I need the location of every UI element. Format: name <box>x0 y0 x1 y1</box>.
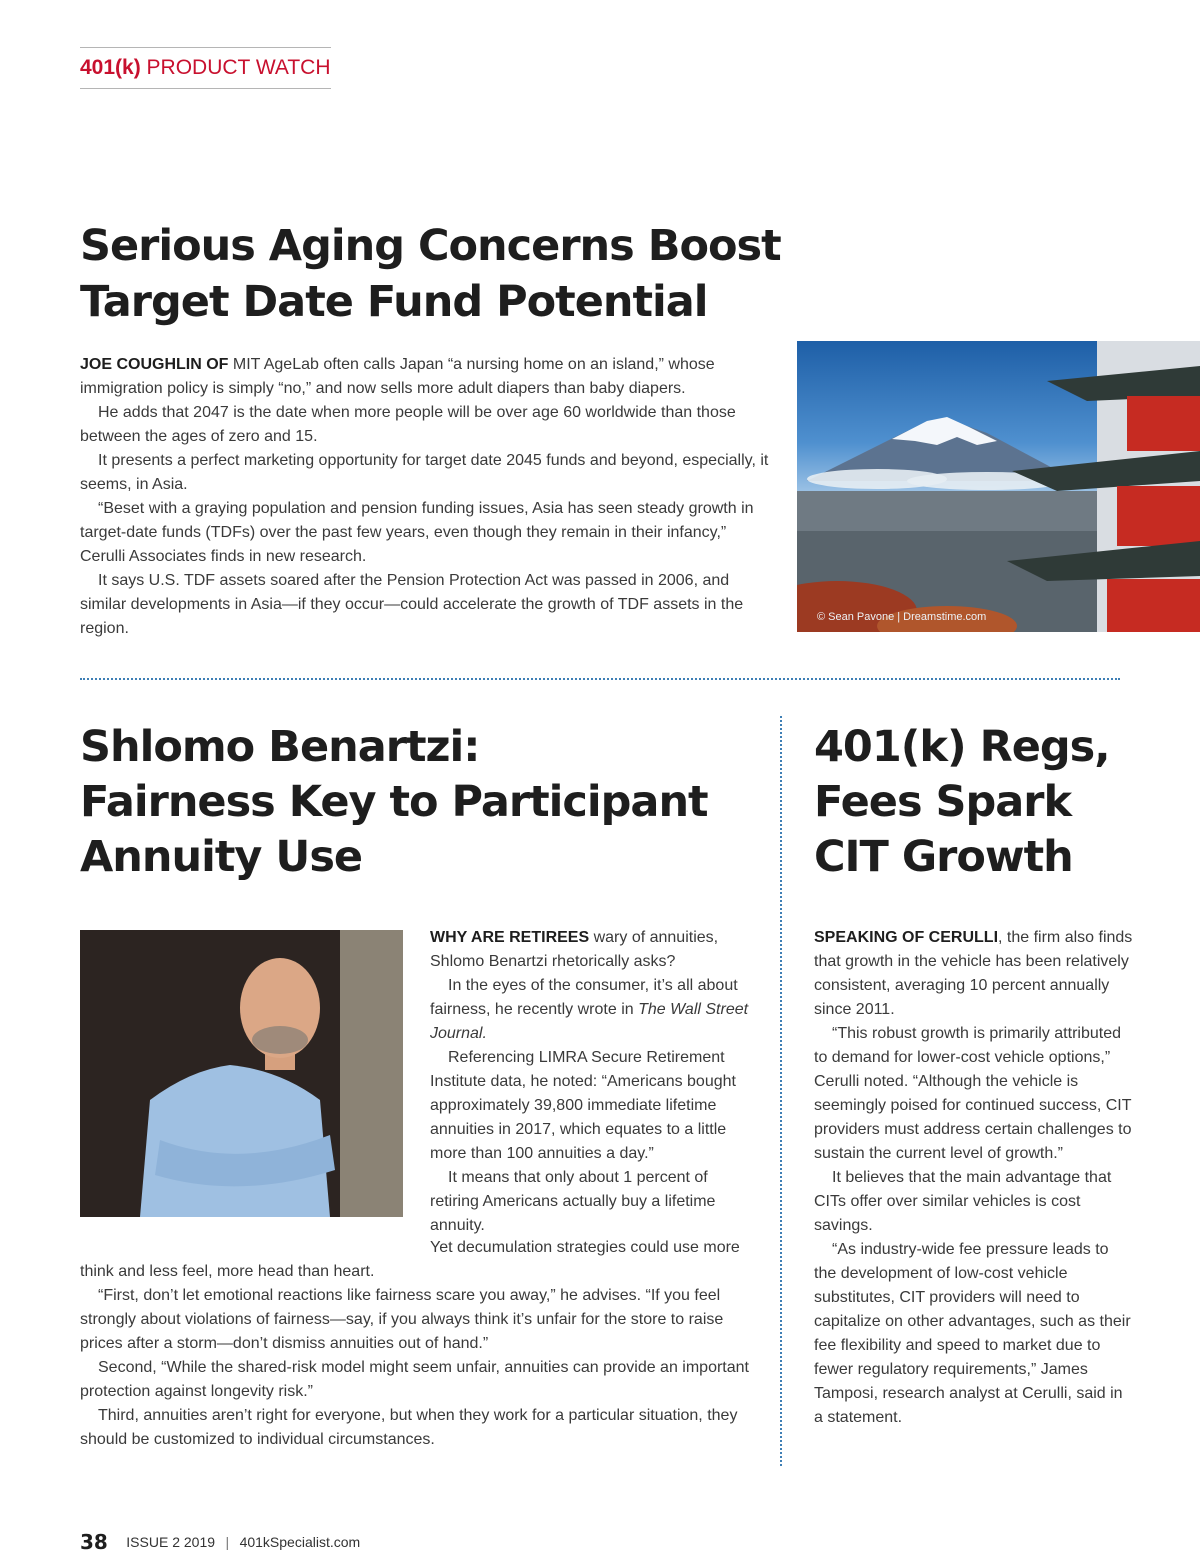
section-tag-label: PRODUCT WATCH <box>146 56 331 79</box>
mount-fuji-pagoda-photo <box>797 341 1200 632</box>
photo-credit: © Sean Pavone | Dreamstime.com <box>817 611 987 623</box>
article3-paragraph: “This robust growth is primarily attributed to demand for lower-cost vehicle options,” Cerulli noted. “Although the vehicle is seemingly poised for continued success, CIT providers must address certain challenges to sustain the current level of growth.” <box>814 1025 1132 1162</box>
article1-title-line1: Serious Aging Concerns Boost <box>80 221 781 271</box>
article2-body-bottom <box>80 1236 760 1452</box>
article1-paragraph: It says U.S. TDF assets soared after the Pension Protection Act was passed in 2006, and similar developments in Asia—if they occur—could accelerate the growth of TDF assets in the region. <box>80 572 744 637</box>
article3-title-line2: Fees Spark <box>814 777 1072 827</box>
article1-paragraph <box>80 353 770 401</box>
article1-title <box>80 218 800 330</box>
article3-body <box>814 926 1134 1430</box>
article2-paragraph <box>430 974 760 1046</box>
publication-name: The Wall Street Journal. <box>430 1001 749 1042</box>
article3-paragraph: “As industry-wide fee pressure leads to the development of low-cost vehicle substitutes, CIT providers will need to capitalize on other advantages, such as their fee flexibility and speed to market due to fewer regulatory requirements,” James Tamposi, research analyst at Cerulli, said in a statement. <box>814 1241 1131 1426</box>
article2-title-line2: Fairness Key to Participant <box>80 777 708 827</box>
article2-lead-in: WHY ARE RETIREES <box>430 929 590 946</box>
article1-title-line2: Target Date Fund Potential <box>80 277 708 327</box>
fuji-illustration <box>797 341 1200 632</box>
article3-paragraph: It believes that the main advantage that CITs offer over similar vehicles is cost savings. <box>814 1169 1112 1234</box>
article1-paragraph: It presents a perfect marketing opportunity for target date 2045 funds and beyond, especially, it seems, in Asia. <box>80 452 769 493</box>
horizontal-divider <box>80 678 1120 680</box>
page-footer <box>80 1530 360 1560</box>
article3-lead-in: SPEAKING OF CERULLI <box>814 929 999 946</box>
article3-paragraph <box>814 926 1134 1022</box>
article1-paragraph: “Beset with a graying population and pension funding issues, Asia has seen steady growth in target-date funds (TDFs) over the past few years, even though they remain in their infancy,” Cerulli Associates finds in new research. <box>80 500 754 565</box>
footer-separator: | <box>225 1534 230 1550</box>
vertical-divider <box>780 716 782 1466</box>
article2-title-line3: Annuity Use <box>80 832 363 882</box>
issue-label: ISSUE 2 2019 <box>126 1534 216 1550</box>
portrait-illustration <box>80 930 403 1217</box>
article2-paragraph: Referencing LIMRA Secure Retirement Institute data, he noted: “Americans bought approximately 39,800 immediate lifetime annuities in 2017, which equates to a little more than 100 annuities a day.” <box>430 1049 736 1162</box>
article2-title <box>80 720 760 885</box>
article2-paragraph: Yet decumulation strategies could use more think and less feel, more head than heart. <box>80 1239 740 1280</box>
article2-p2-text: In the eyes of the consumer, it’s all about fairness, he recently wrote in <box>430 977 738 1018</box>
article2-paragraph: Second, “While the shared-risk model might seem unfair, annuities can provide an important protection against longevity risk.” <box>80 1359 749 1400</box>
article2-title-line1: Shlomo Benartzi: <box>80 722 480 772</box>
article1-p1-text: MIT AgeLab often calls Japan “a nursing home on an island,” whose immigration policy is simply “no,” and now sells more adult diapers than baby diapers. <box>80 356 715 397</box>
benartzi-portrait-photo <box>80 930 403 1217</box>
article2-paragraph <box>430 926 760 974</box>
article3-title-line3: CIT Growth <box>814 832 1073 882</box>
article3-title-line1: 401(k) Regs, <box>814 722 1110 772</box>
section-tag-bold: 401(k) <box>80 56 141 79</box>
article1-paragraph: He adds that 2047 is the date when more people will be over age 60 worldwide than those between the ages of zero and 15. <box>80 404 736 445</box>
article3-p1-text: , the firm also finds that growth in the vehicle has been relatively consistent, averaging 10 percent annually since 2011. <box>814 929 1133 1018</box>
article2-paragraph: Third, annuities aren’t right for everyone, but when they work for a particular situation, they should be customized to individual circumstances. <box>80 1407 738 1448</box>
section-tag <box>80 47 331 89</box>
article1-body <box>80 353 770 641</box>
article2-paragraph: It means that only about 1 percent of retiring Americans actually buy a lifetime annuity. <box>430 1169 716 1234</box>
website-link[interactable]: 401kSpecialist.com <box>239 1534 361 1550</box>
article2-paragraph: “First, don’t let emotional reactions like fairness scare you away,” he advises. “If you feel strongly about violations of fairness—say, if you always think it’s unfair for the store to raise prices after a storm—don’t dismiss annuities out of hand.” <box>80 1287 724 1352</box>
page-number: 38 <box>80 1530 108 1554</box>
article1-lead-in: JOE COUGHLIN OF <box>80 356 229 373</box>
article3-title <box>814 720 1154 885</box>
article2-body-top <box>430 926 760 1238</box>
article2-p1-text: wary of annuities, Shlomo Benartzi rhetorically asks? <box>430 929 719 970</box>
